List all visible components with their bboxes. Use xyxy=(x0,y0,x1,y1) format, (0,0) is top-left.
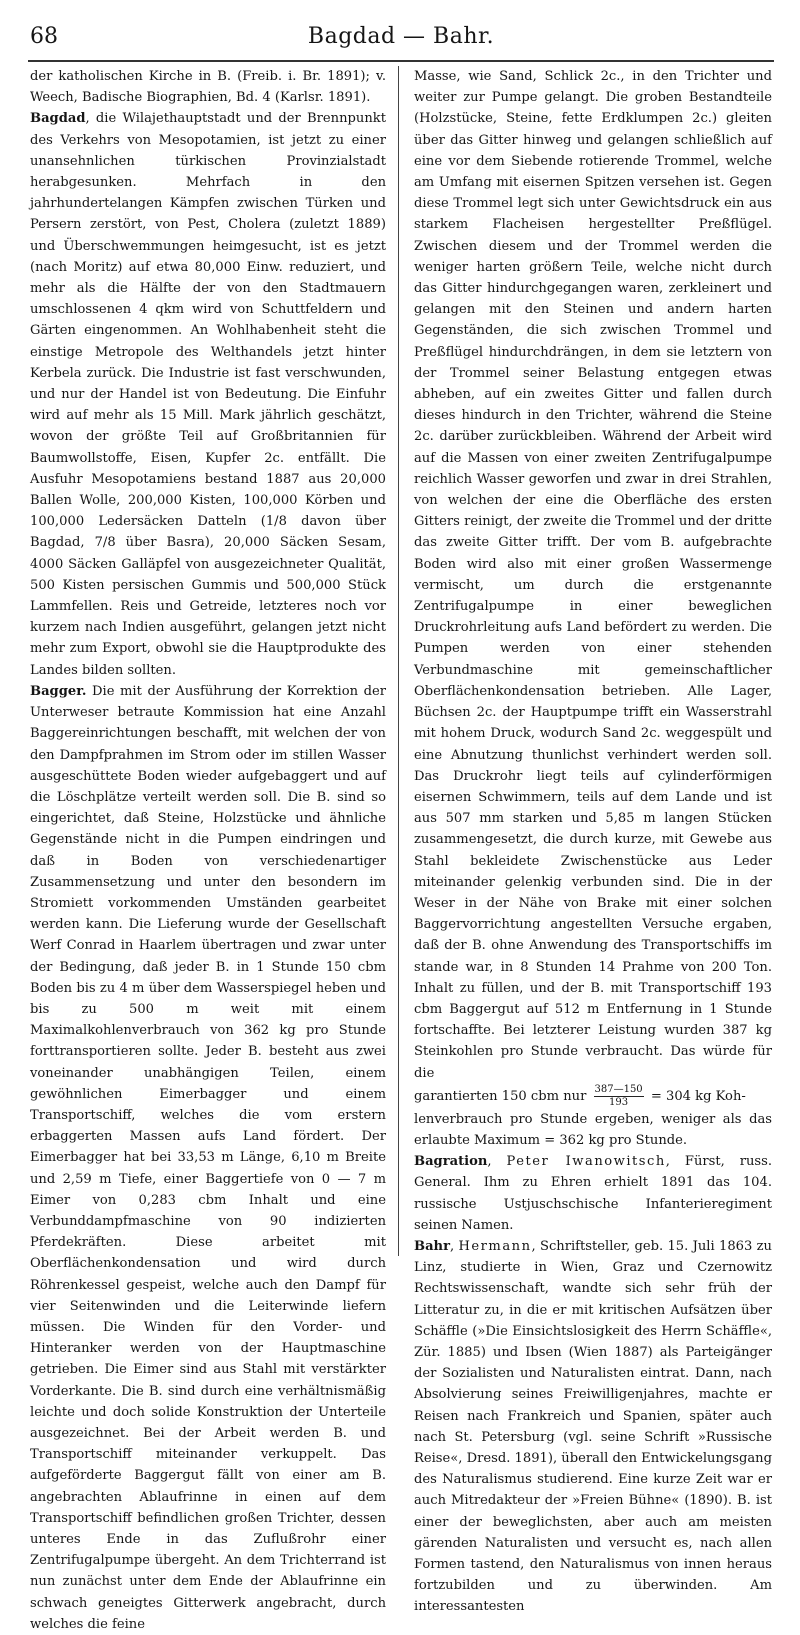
entry-bagration: Bagration, Peter Iwanowitsch, Fürst, russ. General. Ihm zu Ehren erhielt 1891 das 104. russische Ustjuschschische Infanterieregiment seinen Namen. xyxy=(414,1154,772,1233)
entry-bahr: Bahr, Hermann, Schriftsteller, geb. 15. Juli 1863 zu Linz, studierte in Wien, Graz und Czernowitz Rechtswissenschaft, wandte sich sehr früh der Litteratur zu, in die er mit kritischen Aufsätzen über Schäffle (»Die Einsichtslosigkeit des Herrn Schäffle«, Zür. 1885) und Ibsen (Wien 1887) als Parteigänger der Sozialisten und Naturalisten eintrat. Dann, nach Absolvierung seines Freiwilligenjahres, machte er Reisen nach Frankreich und Spanien, später auch nach St. Petersburg (vgl. seine Schrift »Russische Reise«, Dresd. 1891), überall den Entwickelungsgang des Naturalismus studierend. Eine kurze Zeit war er auch Mitredakteur der »Freien Bühne« (1890). B. ist einer der beweglichsten, aber auch am meisten gärenden Naturalisten und versucht es, nach allen Formen tastend, den Naturalismus von innen heraus fortzubilden und zu überwinden. Am interessantesten xyxy=(414,1238,773,1615)
entry-text-bagration: , Fürst, russ. General. Ihm zu Ehren erhielt 1891 das 104. russische Ustjuschschische Infanterieregiment seinen Namen. xyxy=(414,1154,772,1233)
paragraph-continuation-right: Masse, wie Sand, Schlick 2c., in den Trichter und weiter zur Pumpe gelangt. Die groben Bestandteile (Holzstücke, Steine, fette Erdklumpen 2c.) gleiten über das Gitter hinweg und gelangen schließlich auf eine vor dem Siebende rotierende Trommel, welche am Umfang mit eisernen Spitzen versehen ist. Gegen diese Trommel legt sich unter Gewichtsdruck ein aus starkem Flacheisen hergestellter Preßflügel. Zwischen diesem und der Trommel werden die weniger harten größern Teile, welche nicht durch das Gitter hindurchgegangen waren, zerkleinert und gelangen mit den Steinen und andern harten Gegenständen, die sich zwischen Trommel und Preßflügel hindurchdrängen, in dem sie letztern von der Trommel seiner Belastung entgegen etwas abheben, auf ein zweites Gitter und fallen durch dieses hindurch in den Trichter, während die Steine 2c. darüber zurückbleiben. Während der Arbeit wird auf die Massen von einer zweiten Zentrifugalpumpe reichlich Wasser geworfen und zwar in drei Strahlen, von welchen der eine die Oberfläche des ersten Gitters reinigt, der zweite die Trommel und der dritte das zweite Gitter trifft. Der vom B. aufgebrachte Boden wird also mit einer großen Wassermenge vermischt, um durch die erstgenannte Zentrifugalpumpe in einer beweglichen Druckrohrleitung aufs Land befördert zu werden. Die Pumpen werden von einer stehenden Verbundmaschine mit gemeinschaftlicher Oberflächenkondensation betrieben. Alle Lager, Büchsen 2c. der Hauptpumpe trifft ein Wasserstrahl mit hohem Druck, wodurch Sand 2c. weggespült und eine Abnutzung thunlichst verhindert werden soll. Das Druckrohr liegt teils auf cylinderförmigen eisernen Schwimmern, teils auf dem Lande und ist aus 507 mm starken und 5,85 m langen Stücken zusammengesetzt, die durch kurze, mit Gewebe aus Stahl bekleidete Zwischenstücke aus Leder miteinander gelenkig verbunden sind. Die in der Weser in der Nähe von Brake mit einer solchen Baggervorrichtung angestellten Versuche ergaben, daß der B. ohne Anwendung des Transportschiffs im stande war, in 8 Stunden 14 Prahme von 200 Ton. Inhalt zu füllen, und der B. mit Transportschiff 193 cbm Baggergut auf 512 m Entfernung in 1 Stunde fortschaffte. Bei letzterer Leistung wurden 387 kg Steinkohlen pro Stunde verbraucht. Das würde für die xyxy=(414,69,772,1081)
running-title: Bagdad — Bahr. xyxy=(307,24,495,49)
entry-bagdad xyxy=(30,108,386,680)
formula-line xyxy=(414,1084,772,1109)
entry-lemma-bagger: Bagger. xyxy=(30,683,87,699)
formula-suffix: = 304 kg Koh- xyxy=(650,1088,746,1104)
entry-text-bahr: , Schriftsteller, geb. 15. Juli 1863 zu Linz, studierte in Wien, Graz und Czernowitz Rechtswissenschaft, wandte sich sehr früh der Litteratur zu, in die er mit kritischen Aufsätzen über Schäffle (»Die Einsichtslosigkeit des Herrn Schäffle«, Zür. 1885) und Ibsen (Wien 1887) als Parteigänger der Sozialisten und Naturalisten eintrat. Dann, nach Absolvierung seines Freiwilligenjahres, machte er Reisen nach Frankreich und Spanien, später auch nach St. Petersburg (vgl. seine Schrift »Russische Reise«, Dresd. 1891), überall den Entwickelungsgang des Naturalismus studierend. Eine kurze Zeit war er auch Mitredakteur der »Freien Bühne« (1890). B. ist einer der beweglichsten, aber auch am meisten gärenden Naturalisten und versucht es, nach allen Formen tastend, den Naturalismus von innen heraus fortzubilden und zu überwinden. Am interessantesten xyxy=(414,1238,773,1615)
entry-name-bahr: Hermann xyxy=(458,1238,532,1254)
formula-numerator: 387—150 xyxy=(594,1083,643,1095)
formula-fraction xyxy=(594,1084,644,1109)
right-column xyxy=(414,66,772,1618)
formula-prefix: garantierten 150 cbm nur xyxy=(414,1088,587,1104)
column-divider xyxy=(398,66,399,1256)
entry-bagger xyxy=(30,681,386,1635)
entry-lemma-bagdad: Bagdad xyxy=(30,111,86,127)
left-column xyxy=(30,66,386,1635)
entry-lemma-bahr: Bahr xyxy=(414,1238,450,1254)
entry-text-bagdad: , die Wilajethauptstadt und der Brennpunkt des Verkehrs von Mesopotamien, ist jetzt zu einer unansehnlichen türkischen Provinzialstadt herabgesunken. Mehrfach in den jahrhundertelangen Kämpfen zwischen Türken und Persern zerstört, von Pest, Cholera (zuletzt 1889) und Überschwemmungen heimgesucht, ist es jetzt (nach Moritz) auf etwa 80,000 Einw. reduziert, und mehr als die Hälfte der von den Stadtmauern umschlossenen 4 qkm wird von Schuttfeldern und Gärten eingenommen. An Wohlhabenheit steht die einstige Metropole des Welthandels jetzt hinter Kerbela zurück. Die Industrie ist fast verschwunden, und nur der Handel ist von Bedeutung. Die Einfuhr wird auf mehr als 15 Mill. Mark jährlich geschätzt, wovon der größte Teil auf Großbritannien für Baumwollstoffe, Eisen, Kupfer 2c. entfällt. Die Ausfuhr Mesopotamiens bestand 1887 aus 20,000 Ballen Wolle, 200,000 Kisten, 100,000 Körben und 100,000 Ledersäcken Datteln (1/8 davon über Bagdad, 7/8 über Basra), 20,000 Säcken Sesam, 4000 Säcken Galläpfel von ausgezeichneter Qualität, 500 Kisten persischen Gummis und 500,000 Stück Lammfellen. Reis und Getreide, letzteres noch vor kurzem nach Indien ausgeführt, gelangen jetzt nicht mehr zum Export, obwohl sie die Hauptprodukte des Landes bilden sollten. xyxy=(30,111,386,678)
entry-lemma-bagration: Bagration xyxy=(414,1154,488,1170)
formula-denominator: 193 xyxy=(609,1096,629,1108)
header-rule xyxy=(28,60,774,62)
paragraph-continuation: der katholischen Kirche in B. (Freib. i. Br. 1891); v. Weech, Badische Biographien, Bd. 4 (Karlsr. 1891). xyxy=(30,69,386,106)
entry-name-bagration: Peter Iwanowitsch xyxy=(506,1154,666,1170)
entry-text-bagger: Die mit der Ausführung der Korrektion der Unterweser betraute Kommission hat eine Anzahl Baggereinrichtungen beschafft, mit welchen der von den Dampfprahmen im Strom oder im stillen Wasser ausgeschüttete Boden wieder aufgebaggert und auf die Löschplätze verteilt werden soll. Die B. sind so eingerichtet, daß Steine, Holzstücke und ähnliche Gegenstände nicht in die Pumpen eindringen und daß in Boden von verschiedenartiger Zusammensetzung und unter den besondern im Stromiett vorkommenden Umständen gearbeitet werden kann. Die Lieferung wurde der Gesellschaft Werf Conrad in Haarlem übertragen und zwar unter der Bedingung, daß jeder B. in 1 Stunde 150 cbm Boden bis zu 4 m über dem Wasserspiegel heben und bis zu 500 m weit mit einem Maximalkohlenverbrauch von 362 kg pro Stunde forttransportieren sollte. Jeder B. besteht aus zwei voneinander unabhängigen Teilen, einem gewöhnlichen Eimerbagger und einem Transportschiff, welches die vom erstern erbaggerten Massen aufs Land fördert. Der Eimerbagger hat bei 33,53 m Länge, 6,10 m Breite und 2,59 m Tiefe, einer Baggertiefe von 0 — 7 m Eimer von 0,283 cbm Inhalt und eine Verbunddampfmaschine von 90 indizierten Pferdekräften. Diese arbeitet mit Oberflächenkondensation und wird durch Röhrenkessel gespeist, welche auch den Dampf für vier Seitenwinden und die Leiterwinde liefern müssen. Die Winden für den Vorder- und Hinteranker werden von der Hauptmaschine getrieben. Die Eimer sind aus Stahl mit verstärkter Vorderkante. Die B. sind durch eine verhältnismäßig leichte und doch solide Konstruktion der Unterteile ausgezeichnet. Bei der Arbeit werden B. und Transportschiff miteinander verkuppelt. Das aufgeförderte Baggergut fällt von einer am B. angebrachten Ablaufrinne in einen auf dem Transportschiff befindlichen großen Trichter, dessen unteres Ende in das Zuflußrohr einer Zentrifugalpumpe übergeht. An dem Trichterrand ist nun zunächst unter dem Ende der Ablaufrinne ein schwach geneigtes Gitterwerk angebracht, durch welches die feine xyxy=(30,683,386,1632)
page-header xyxy=(30,24,772,64)
page-number: 68 xyxy=(30,24,58,49)
paragraph-formula-continuation: lenverbrauch pro Stunde ergeben, weniger als das erlaubte Maximum = 362 kg pro Stunde. xyxy=(414,1111,772,1148)
